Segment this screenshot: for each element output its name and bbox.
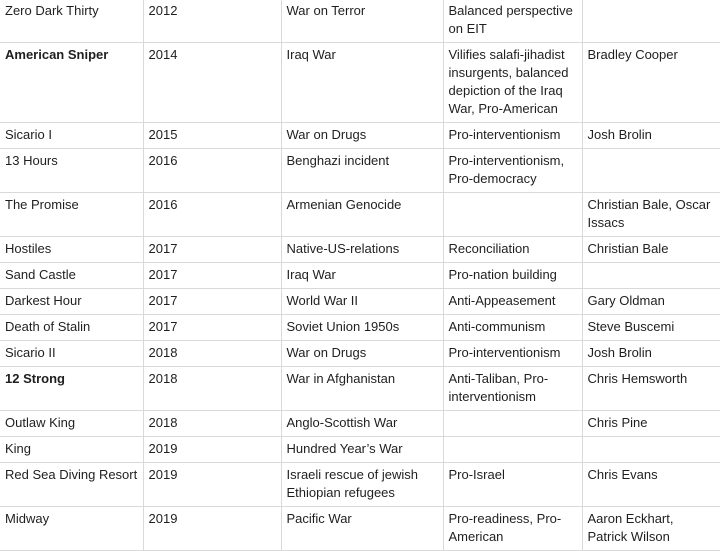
conflict-cell: Pacific War [281, 507, 443, 551]
film-title-cell: Sicario II [0, 341, 143, 367]
lead-actor-cell: Josh Brolin [582, 341, 720, 367]
film-title-cell: Sicario I [0, 123, 143, 149]
film-title-cell: Red Sea Diving Resort [0, 463, 143, 507]
film-title-cell: Darkest Hour [0, 289, 143, 315]
conflict-cell: War on Drugs [281, 123, 443, 149]
conflict-cell: War on Drugs [281, 341, 443, 367]
table-row [0, 263, 720, 289]
lead-actor-cell: Aaron Eckhart, Patrick Wilson [582, 507, 720, 551]
release-year-cell: 2012 [143, 0, 281, 43]
film-title-cell: 12 Strong [0, 367, 143, 411]
table-row [0, 0, 720, 43]
film-title-cell: Zero Dark Thirty [0, 0, 143, 43]
message-cell: Balanced perspective on EIT [443, 0, 582, 43]
lead-actor-cell: Christian Bale [582, 237, 720, 263]
release-year-cell: 2018 [143, 367, 281, 411]
lead-actor-cell: Chris Evans [582, 463, 720, 507]
table-row [0, 315, 720, 341]
release-year-cell: 2017 [143, 289, 281, 315]
release-year-cell: 2017 [143, 237, 281, 263]
conflict-cell: War on Terror [281, 0, 443, 43]
table-row [0, 463, 720, 507]
film-title-cell: The Promise [0, 193, 143, 237]
conflict-cell: World War II [281, 289, 443, 315]
table-row [0, 289, 720, 315]
message-cell: Pro-interventionism [443, 341, 582, 367]
table-row [0, 367, 720, 411]
message-cell: Pro-Israel [443, 463, 582, 507]
message-cell: Anti-communism [443, 315, 582, 341]
conflict-cell: Anglo-Scottish War [281, 411, 443, 437]
message-cell: Pro-interventionism, Pro-democracy [443, 149, 582, 193]
message-cell [443, 193, 582, 237]
table-row [0, 237, 720, 263]
release-year-cell: 2014 [143, 43, 281, 123]
lead-actor-cell [582, 263, 720, 289]
conflict-cell: Soviet Union 1950s [281, 315, 443, 341]
release-year-cell: 2015 [143, 123, 281, 149]
table-row [0, 411, 720, 437]
message-cell: Pro-nation building [443, 263, 582, 289]
release-year-cell: 2019 [143, 507, 281, 551]
lead-actor-cell: Chris Pine [582, 411, 720, 437]
conflict-cell: Iraq War [281, 43, 443, 123]
lead-actor-cell: Bradley Cooper [582, 43, 720, 123]
conflict-cell: Native-US-relations [281, 237, 443, 263]
conflict-cell: Israeli rescue of jewish Ethiopian refugees [281, 463, 443, 507]
table-row [0, 149, 720, 193]
conflict-cell: Iraq War [281, 263, 443, 289]
table-row [0, 437, 720, 463]
table-row [0, 507, 720, 551]
film-title-cell: Hostiles [0, 237, 143, 263]
film-title-cell: Death of Stalin [0, 315, 143, 341]
lead-actor-cell: Chris Hemsworth [582, 367, 720, 411]
release-year-cell: 2018 [143, 341, 281, 367]
message-cell: Anti-Appeasement [443, 289, 582, 315]
film-title-cell: Midway [0, 507, 143, 551]
lead-actor-cell [582, 437, 720, 463]
table-row [0, 123, 720, 149]
lead-actor-cell: Josh Brolin [582, 123, 720, 149]
message-cell: Reconciliation [443, 237, 582, 263]
release-year-cell: 2019 [143, 463, 281, 507]
release-year-cell: 2018 [143, 411, 281, 437]
lead-actor-cell: Gary Oldman [582, 289, 720, 315]
release-year-cell: 2016 [143, 149, 281, 193]
lead-actor-cell: Steve Buscemi [582, 315, 720, 341]
film-title-cell: American Sniper [0, 43, 143, 123]
film-title-cell: 13 Hours [0, 149, 143, 193]
release-year-cell: 2016 [143, 193, 281, 237]
film-title-cell: Outlaw King [0, 411, 143, 437]
conflict-cell: Armenian Genocide [281, 193, 443, 237]
message-cell [443, 437, 582, 463]
lead-actor-cell: Christian Bale, Oscar Issacs [582, 193, 720, 237]
release-year-cell: 2017 [143, 263, 281, 289]
table-row [0, 341, 720, 367]
conflict-cell: Benghazi incident [281, 149, 443, 193]
table-row [0, 193, 720, 237]
message-cell: Vilifies salafi-jihadist insurgents, balanced depiction of the Iraq War, Pro-American [443, 43, 582, 123]
message-cell: Pro-readiness, Pro-American [443, 507, 582, 551]
message-cell: Anti-Taliban, Pro-interventionism [443, 367, 582, 411]
lead-actor-cell [582, 149, 720, 193]
release-year-cell: 2019 [143, 437, 281, 463]
film-title-cell: Sand Castle [0, 263, 143, 289]
conflict-cell: War in Afghanistan [281, 367, 443, 411]
lead-actor-cell [582, 0, 720, 43]
message-cell: Pro-interventionism [443, 123, 582, 149]
table-row [0, 43, 720, 123]
message-cell [443, 411, 582, 437]
film-title-cell: King [0, 437, 143, 463]
conflict-cell: Hundred Year’s War [281, 437, 443, 463]
release-year-cell: 2017 [143, 315, 281, 341]
